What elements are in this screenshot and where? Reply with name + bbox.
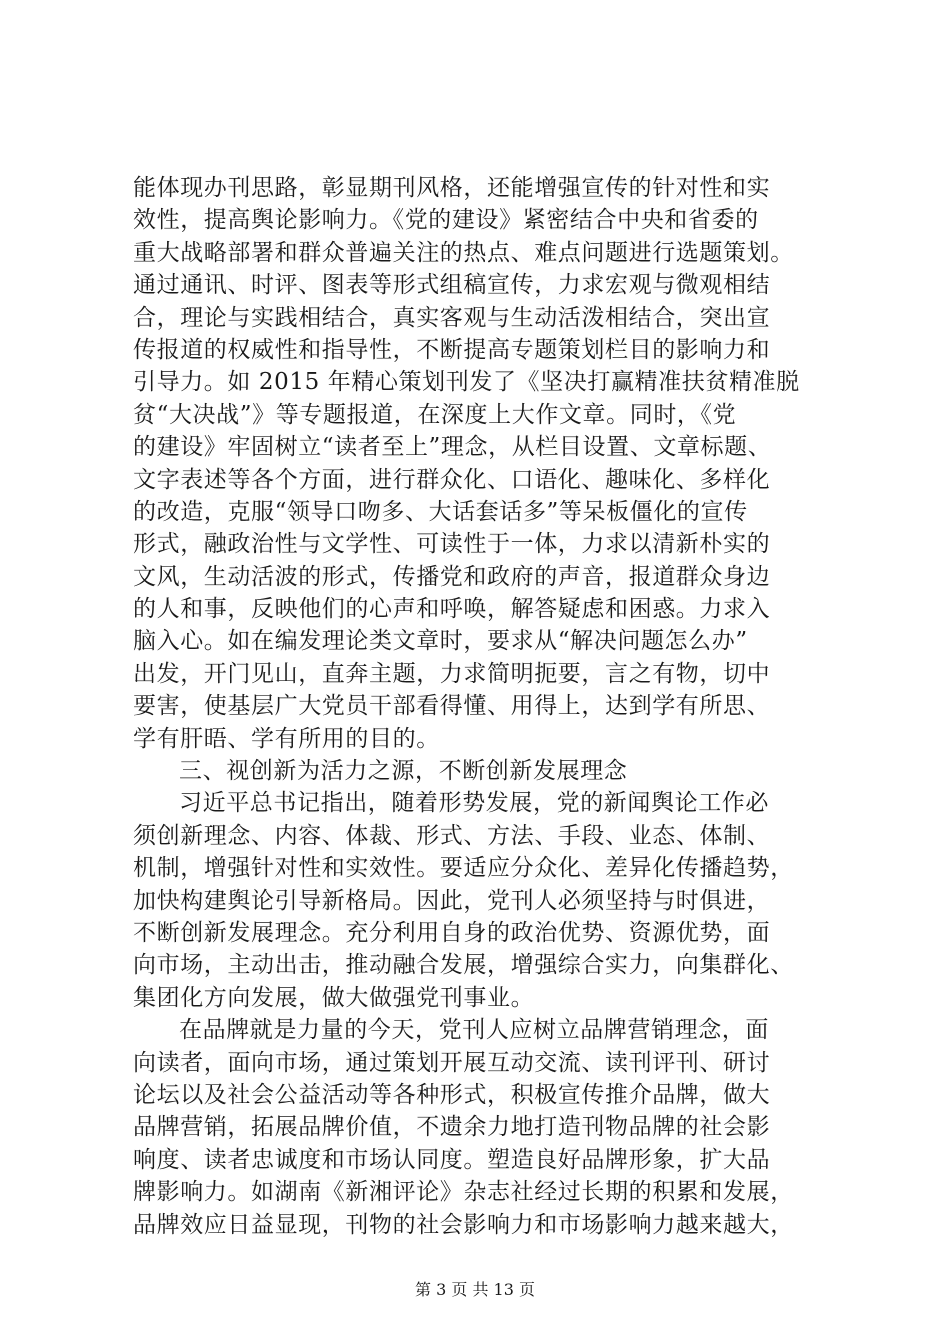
text-line: 机制，增强针对性和实效性。要适应分众化、差异化传播趋势， — [133, 855, 794, 882]
text-line: 响度、读者忠诚度和市场认同度。塑造良好品牌形象，扩大品 — [133, 1146, 771, 1173]
text-line: 的改造，克服“领导口吻多、大话套话多”等呆板僵化的宣传 — [133, 498, 748, 525]
text-line: 牌影响力。如湖南《新湘评论》杂志社经过长期的积累和发展， — [133, 1179, 794, 1206]
text-line: 集团化方向发展，做大做强党刊事业。 — [133, 984, 535, 1011]
text-line: 论坛以及社会公益活动等各种形式，积极宣传推介品牌，做大 — [133, 1081, 771, 1108]
text-line: 品牌效应日益显现，刊物的社会影响力和市场影响力越来越大， — [133, 1211, 794, 1238]
text-line: 的人和事，反映他们的心声和呼唤，解答疑虑和困惑。力求入 — [133, 596, 771, 623]
text-line: 合，理论与实践相结合，真实客观与生动活泼相结合，突出宣 — [133, 304, 771, 331]
text-line: 贫“大决战”》等专题报道，在深度上大作文章。同时，《党 — [133, 401, 737, 428]
text-line: 传报道的权威性和指导性，不断提高专题策划栏目的影响力和 — [133, 336, 771, 363]
text-line: 效性，提高舆论影响力。《党的建设》紧密结合中央和省委的 — [133, 207, 759, 234]
text-line: 引导力。如 2015 年精心策划刊发了《坚决打赢精准扶贫精准脱 — [133, 369, 800, 396]
text-line: 三、视创新为活力之源，不断创新发展理念 — [179, 758, 628, 785]
text-line: 向读者，面向市场，通过策划开展互动交流、读刊评刊、研讨 — [133, 1049, 771, 1076]
text-line: 要害，使基层广大党员干部看得懂、用得上，达到学有所思、 — [133, 693, 771, 720]
text-line: 重大战略部署和群众普遍关注的热点、难点问题进行选题策划。 — [133, 239, 794, 266]
text-line: 出发，开门见山，直奔主题，力求简明扼要，言之有物，切中 — [133, 660, 771, 687]
text-line: 习近平总书记指出，随着形势发展，党的新闻舆论工作必 — [179, 790, 769, 817]
text-line: 文字表述等各个方面，进行群众化、口语化、趣味化、多样化 — [133, 466, 771, 493]
page-footer: 第 3 页 共 13 页 — [415, 1280, 535, 1299]
text-line: 不断创新发展理念。充分利用自身的政治优势、资源优势，面 — [133, 919, 771, 946]
text-line: 加快构建舆论引导新格局。因此，党刊人必须坚持与时俱进， — [133, 887, 771, 914]
text-line: 学有肝晤、学有所用的目的。 — [133, 725, 440, 752]
text-line: 的建设》牢固树立“读者至上”理念，从栏目设置、文章标题、 — [133, 434, 772, 461]
text-line: 须创新理念、内容、体裁、形式、方法、手段、业态、体制、 — [133, 822, 771, 849]
text-line: 形式，融政治性与文学性、可读性于一体，力求以清新朴实的 — [133, 531, 771, 558]
document-body — [133, 172, 833, 1241]
text-line: 通过通讯、时评、图表等形式组稿宣传，力求宏观与微观相结 — [133, 272, 771, 299]
text-line: 在品牌就是力量的今天，党刊人应树立品牌营销理念，面 — [179, 1017, 769, 1044]
text-line: 文风，生动活波的形式，传播党和政府的声音，报道群众身边 — [133, 563, 771, 590]
text-line: 向市场，主动出击，推动融合发展，增强综合实力，向集群化、 — [133, 952, 794, 979]
text-line: 能体现办刊思路，彰显期刊风格，还能增强宣传的针对性和实 — [133, 175, 771, 201]
text-line: 脑入心。如在编发理论类文章时，要求从“解决问题怎么办” — [133, 628, 748, 655]
text-line: 品牌营销，拓展品牌价值，不遗余力地打造刊物品牌的社会影 — [133, 1114, 771, 1141]
